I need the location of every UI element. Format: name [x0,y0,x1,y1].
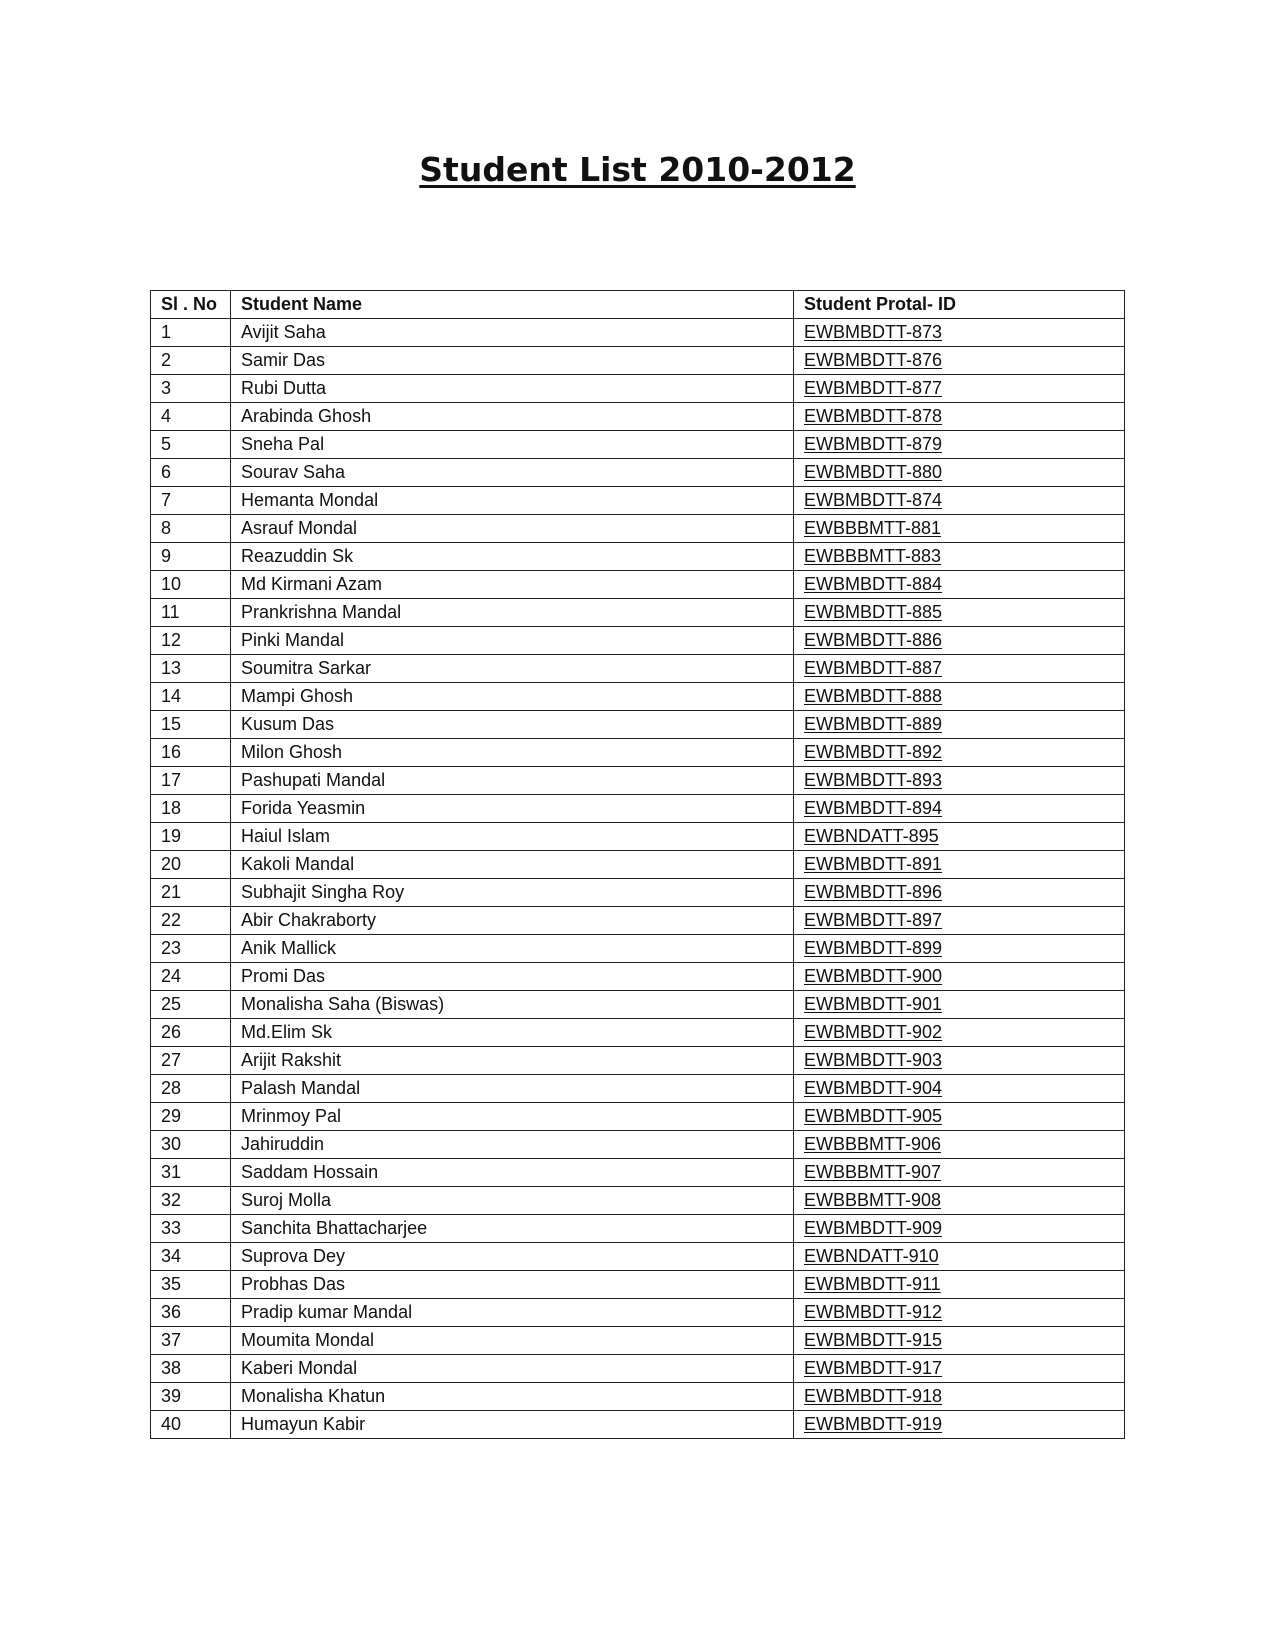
portal-id-link[interactable]: EWBMBDTT-896 [804,882,943,902]
row-student-name: Pashupati Mandal [231,767,794,795]
row-portal-id-cell [794,375,1125,403]
portal-id-link[interactable]: EWBMBDTT-878 [804,406,943,426]
row-student-name: Hemanta Mondal [231,487,794,515]
portal-id-link[interactable]: EWBMBDTT-915 [804,1330,943,1350]
row-sl-no: 31 [151,1159,231,1187]
portal-id-link[interactable]: EWBNDATT-895 [804,826,939,846]
row-portal-id-cell [794,963,1125,991]
table-row [151,571,1125,599]
table-row [151,683,1125,711]
table-row [151,1187,1125,1215]
row-student-name: Md.Elim Sk [231,1019,794,1047]
table-row [151,1271,1125,1299]
row-student-name: Arijit Rakshit [231,1047,794,1075]
row-student-name: Saddam Hossain [231,1159,794,1187]
row-portal-id-cell [794,1187,1125,1215]
row-sl-no: 8 [151,515,231,543]
table-row [151,627,1125,655]
row-sl-no: 38 [151,1355,231,1383]
row-portal-id-cell [794,879,1125,907]
portal-id-link[interactable]: EWBMBDTT-903 [804,1050,943,1070]
row-student-name: Pradip kumar Mandal [231,1299,794,1327]
table-header-row [151,291,1125,319]
portal-id-link[interactable]: EWBMBDTT-893 [804,770,943,790]
row-sl-no: 19 [151,823,231,851]
row-student-name: Anik Mallick [231,935,794,963]
row-sl-no: 9 [151,543,231,571]
table-row [151,1215,1125,1243]
table-row [151,543,1125,571]
table-row [151,431,1125,459]
row-portal-id-cell [794,851,1125,879]
row-portal-id-cell [794,655,1125,683]
row-sl-no: 14 [151,683,231,711]
row-portal-id-cell [794,683,1125,711]
table-row [151,1327,1125,1355]
row-portal-id-cell [794,571,1125,599]
table-row [151,1131,1125,1159]
row-student-name: Prankrishna Mandal [231,599,794,627]
portal-id-link[interactable]: EWBMBDTT-892 [804,742,943,762]
portal-id-link[interactable]: EWBMBDTT-904 [804,1078,943,1098]
portal-id-link[interactable]: EWBMBDTT-899 [804,938,943,958]
row-sl-no: 10 [151,571,231,599]
row-student-name: Subhajit Singha Roy [231,879,794,907]
portal-id-link[interactable]: EWBMBDTT-905 [804,1106,943,1126]
row-student-name: Jahiruddin [231,1131,794,1159]
table-row [151,515,1125,543]
table-row [151,1383,1125,1411]
row-student-name: Suroj Molla [231,1187,794,1215]
row-student-name: Milon Ghosh [231,739,794,767]
portal-id-link[interactable]: EWBMBDTT-900 [804,966,943,986]
row-sl-no: 29 [151,1103,231,1131]
table-row [151,1355,1125,1383]
row-student-name: Mrinmoy Pal [231,1103,794,1131]
table-row [151,655,1125,683]
row-sl-no: 18 [151,795,231,823]
row-sl-no: 39 [151,1383,231,1411]
row-sl-no: 3 [151,375,231,403]
portal-id-link[interactable]: EWBMBDTT-888 [804,686,943,706]
page-title [0,150,1275,190]
row-sl-no: 4 [151,403,231,431]
row-portal-id-cell [794,1047,1125,1075]
row-portal-id-cell [794,543,1125,571]
table-row [151,907,1125,935]
portal-id-link[interactable]: EWBMBDTT-885 [804,602,943,622]
row-sl-no: 11 [151,599,231,627]
row-portal-id-cell [794,1383,1125,1411]
portal-id-link[interactable]: EWBMBDTT-874 [804,490,943,510]
row-portal-id-cell [794,1327,1125,1355]
table-row [151,851,1125,879]
portal-id-link[interactable]: EWBMBDTT-887 [804,658,943,678]
row-sl-no: 36 [151,1299,231,1327]
portal-id-link[interactable]: EWBMBDTT-889 [804,714,943,734]
portal-id-link[interactable]: EWBBBMTT-908 [804,1190,942,1210]
row-sl-no: 32 [151,1187,231,1215]
table-row [151,319,1125,347]
row-portal-id-cell [794,1103,1125,1131]
row-portal-id-cell [794,1019,1125,1047]
portal-id-link[interactable]: EWBMBDTT-919 [804,1414,943,1434]
row-sl-no: 22 [151,907,231,935]
row-portal-id-cell [794,795,1125,823]
table-row [151,347,1125,375]
table-body [151,319,1125,1439]
row-sl-no: 7 [151,487,231,515]
portal-id-link[interactable]: EWBMBDTT-917 [804,1358,943,1378]
portal-id-link[interactable]: EWBMBDTT-909 [804,1218,943,1238]
row-portal-id-cell [794,935,1125,963]
row-sl-no: 25 [151,991,231,1019]
row-student-name: Asrauf Mondal [231,515,794,543]
row-student-name: Moumita Mondal [231,1327,794,1355]
row-student-name: Arabinda Ghosh [231,403,794,431]
table-row [151,991,1125,1019]
row-portal-id-cell [794,739,1125,767]
row-student-name: Reazuddin Sk [231,543,794,571]
portal-id-link[interactable]: EWBBBMTT-881 [804,518,942,538]
table-row [151,1299,1125,1327]
row-sl-no: 13 [151,655,231,683]
table-row [151,1411,1125,1439]
portal-id-link[interactable]: EWBMBDTT-884 [804,574,943,594]
table-row [151,459,1125,487]
row-portal-id-cell [794,1243,1125,1271]
row-portal-id-cell [794,1411,1125,1439]
row-portal-id-cell [794,1299,1125,1327]
table-row [151,1103,1125,1131]
row-sl-no: 6 [151,459,231,487]
portal-id-link[interactable]: EWBMBDTT-912 [804,1302,943,1322]
row-sl-no: 26 [151,1019,231,1047]
row-sl-no: 1 [151,319,231,347]
row-student-name: Humayun Kabir [231,1411,794,1439]
table-row [151,795,1125,823]
table-row [151,767,1125,795]
row-portal-id-cell [794,991,1125,1019]
row-student-name: Sanchita Bhattacharjee [231,1215,794,1243]
row-student-name: Probhas Das [231,1271,794,1299]
row-sl-no: 5 [151,431,231,459]
row-student-name: Md Kirmani Azam [231,571,794,599]
row-portal-id-cell [794,1355,1125,1383]
row-student-name: Samir Das [231,347,794,375]
row-sl-no: 12 [151,627,231,655]
table-row [151,963,1125,991]
row-student-name: Avijit Saha [231,319,794,347]
row-student-name: Kaberi Mondal [231,1355,794,1383]
table-row [151,823,1125,851]
header-portal-id: Student Protal- ID [794,291,1125,319]
page-title-text: Student List 2010-2012 [419,150,856,189]
portal-id-link[interactable]: EWBMBDTT-901 [804,994,943,1014]
row-sl-no: 23 [151,935,231,963]
row-sl-no: 20 [151,851,231,879]
row-portal-id-cell [794,487,1125,515]
row-student-name: Soumitra Sarkar [231,655,794,683]
portal-id-link[interactable]: EWBMBDTT-918 [804,1386,943,1406]
row-student-name: Mampi Ghosh [231,683,794,711]
table-row [151,1019,1125,1047]
portal-id-link[interactable]: EWBBBMTT-906 [804,1134,942,1154]
row-portal-id-cell [794,403,1125,431]
row-portal-id-cell [794,823,1125,851]
row-portal-id-cell [794,767,1125,795]
row-portal-id-cell [794,1271,1125,1299]
portal-id-link[interactable]: EWBMBDTT-880 [804,462,943,482]
portal-id-link[interactable]: EWBMBDTT-897 [804,910,943,930]
table-row [151,879,1125,907]
table-row [151,1243,1125,1271]
row-portal-id-cell [794,319,1125,347]
row-student-name: Sneha Pal [231,431,794,459]
row-student-name: Haiul Islam [231,823,794,851]
row-student-name: Rubi Dutta [231,375,794,403]
row-student-name: Sourav Saha [231,459,794,487]
portal-id-link[interactable]: EWBMBDTT-894 [804,798,943,818]
portal-id-link[interactable]: EWBMBDTT-879 [804,434,943,454]
table-row [151,403,1125,431]
row-portal-id-cell [794,907,1125,935]
row-student-name: Promi Das [231,963,794,991]
portal-id-link[interactable]: EWBMBDTT-873 [804,322,943,342]
table-row [151,487,1125,515]
portal-id-link[interactable]: EWBBBMTT-907 [804,1162,942,1182]
row-student-name: Abir Chakraborty [231,907,794,935]
portal-id-link[interactable]: EWBMBDTT-876 [804,350,943,370]
row-student-name: Palash Mandal [231,1075,794,1103]
portal-id-link[interactable]: EWBMBDTT-911 [804,1274,941,1294]
portal-id-link[interactable]: EWBMBDTT-886 [804,630,943,650]
row-portal-id-cell [794,459,1125,487]
portal-id-link[interactable]: EWBMBDTT-877 [804,378,943,398]
table-row [151,599,1125,627]
row-portal-id-cell [794,599,1125,627]
table-row [151,1047,1125,1075]
portal-id-link[interactable]: EWBMBDTT-902 [804,1022,943,1042]
row-sl-no: 34 [151,1243,231,1271]
portal-id-link[interactable]: EWBMBDTT-891 [804,854,943,874]
table-row [151,1075,1125,1103]
table-row [151,739,1125,767]
header-sl-no: Sl . No [151,291,231,319]
row-sl-no: 15 [151,711,231,739]
row-portal-id-cell [794,1075,1125,1103]
table-row [151,711,1125,739]
row-sl-no: 30 [151,1131,231,1159]
row-sl-no: 27 [151,1047,231,1075]
row-portal-id-cell [794,711,1125,739]
row-sl-no: 28 [151,1075,231,1103]
row-portal-id-cell [794,1159,1125,1187]
header-student-name: Student Name [231,291,794,319]
portal-id-link[interactable]: EWBBBMTT-883 [804,546,942,566]
student-table [150,290,1125,1439]
row-sl-no: 21 [151,879,231,907]
row-sl-no: 33 [151,1215,231,1243]
row-student-name: Pinki Mandal [231,627,794,655]
row-sl-no: 24 [151,963,231,991]
row-student-name: Kusum Das [231,711,794,739]
row-portal-id-cell [794,627,1125,655]
row-student-name: Suprova Dey [231,1243,794,1271]
row-portal-id-cell [794,1215,1125,1243]
row-portal-id-cell [794,347,1125,375]
row-sl-no: 2 [151,347,231,375]
row-student-name: Kakoli Mandal [231,851,794,879]
table-row [151,1159,1125,1187]
row-portal-id-cell [794,431,1125,459]
row-portal-id-cell [794,515,1125,543]
row-student-name: Monalisha Saha (Biswas) [231,991,794,1019]
table-row [151,935,1125,963]
row-sl-no: 40 [151,1411,231,1439]
portal-id-link[interactable]: EWBNDATT-910 [804,1246,939,1266]
table-row [151,375,1125,403]
row-student-name: Forida Yeasmin [231,795,794,823]
row-sl-no: 35 [151,1271,231,1299]
row-sl-no: 37 [151,1327,231,1355]
row-sl-no: 16 [151,739,231,767]
row-sl-no: 17 [151,767,231,795]
row-student-name: Monalisha Khatun [231,1383,794,1411]
row-portal-id-cell [794,1131,1125,1159]
